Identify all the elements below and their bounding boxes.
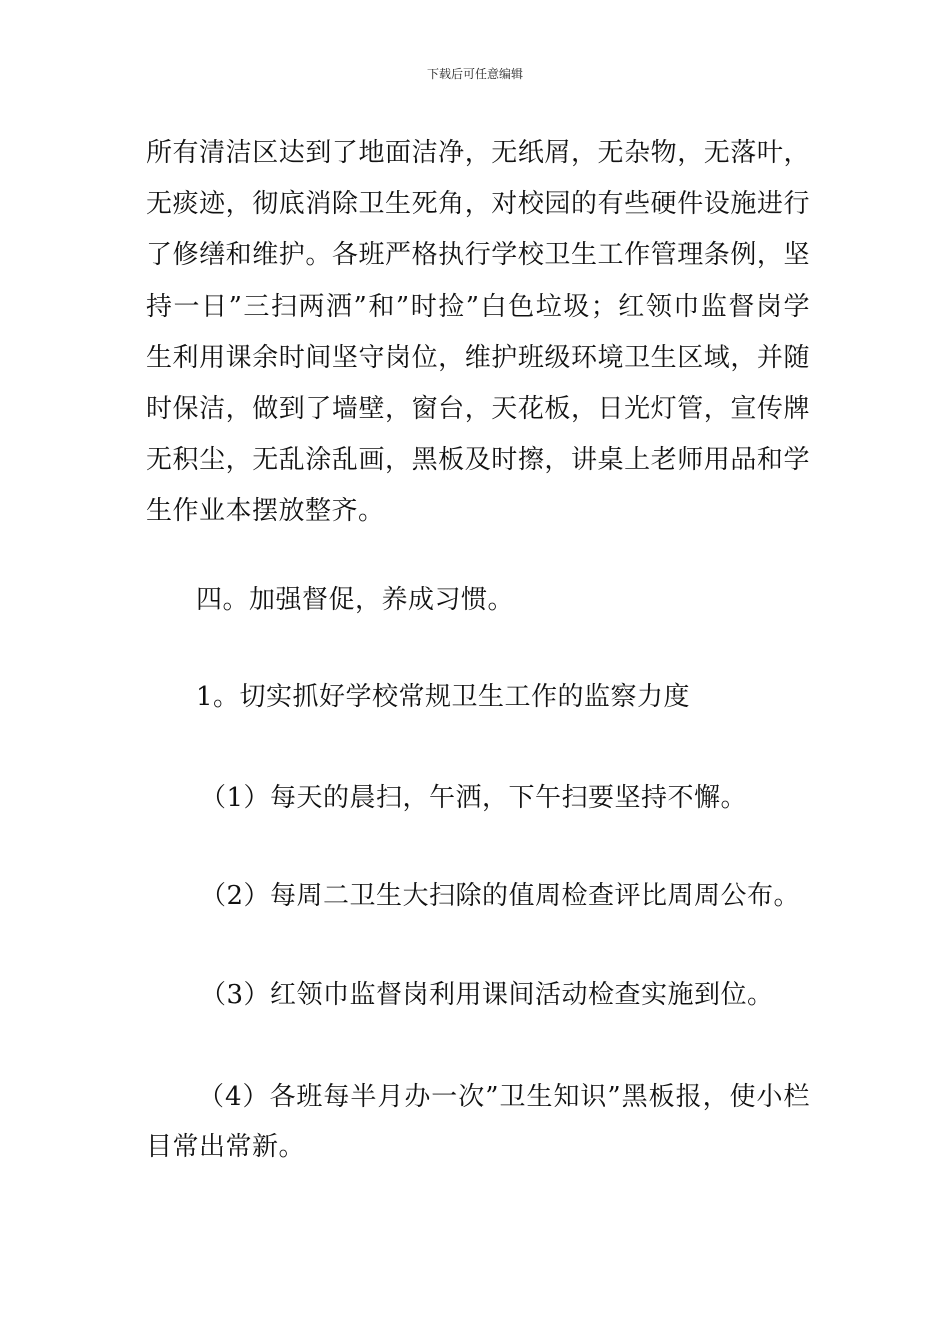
list-item-2: （2）每周二卫生大扫除的值周检查评比周周公布。 xyxy=(200,881,801,911)
list-item-4: （4）各班每半月办一次”卫生知识”黑板报，使小栏目常出常新。 xyxy=(146,1082,810,1162)
section-heading: 四。加强督促，养成习惯。 xyxy=(196,585,515,615)
page-header-note: 下载后可任意编辑 xyxy=(426,67,523,81)
list-item-3: （3）红领巾监督岗利用课间活动检查实施到位。 xyxy=(200,980,774,1010)
subheading: 1。切实抓好学校常规卫生工作的监察力度 xyxy=(196,682,691,712)
list-item-1: （1）每天的晨扫，午洒，下午扫要坚持不懈。 xyxy=(200,783,748,813)
body-paragraph: 所有清洁区达到了地面洁净，无纸屑，无杂物，无落叶，无痰迹，彻底消除卫生死角，对校园的有些硬件设施进行了修缮和维护。各班严格执行学校卫生工作管理条例，坚持一日”三扫两洒”和”时捡”白色垃圾；红领巾监督岗学生利用课余时间坚守岗位，维护班级环境卫生区域，并随时保洁，做到了墙壁，窗台，天花板，日光灯管，宣传牌无积尘，无乱涂乱画，黑板及时擦，讲桌上老师用品和学生作业本摆放整齐。 xyxy=(146,138,810,527)
